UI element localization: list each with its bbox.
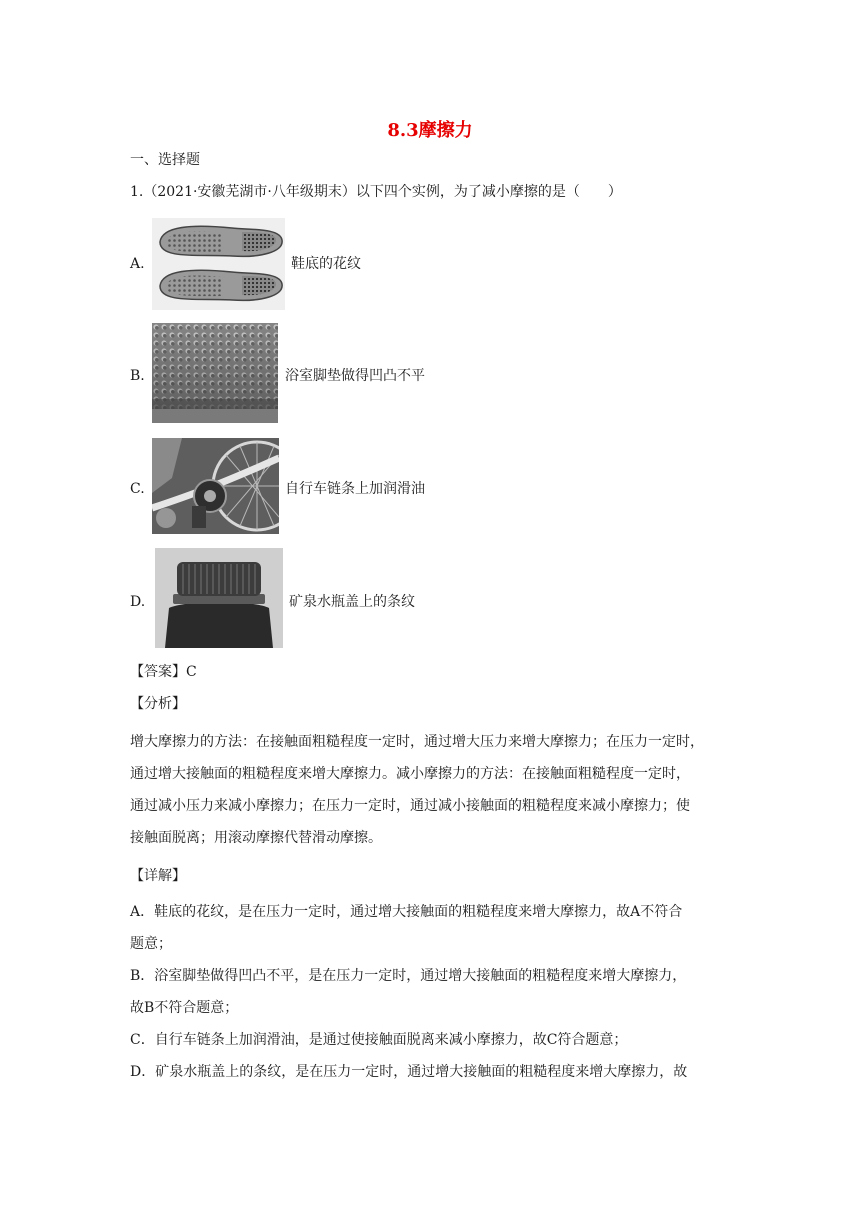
page-title: 8.3摩擦力 <box>387 120 473 141</box>
option-b-text: 浴室脚垫做得凹凸不平 <box>285 368 425 384</box>
analysis-heading: 【分析】 <box>130 696 186 712</box>
analysis-paragraph <box>130 726 730 854</box>
detail-line: C．自行车链条上加润滑油，是通过使接触面脱离来减小摩擦力，故C符合题意； <box>130 1032 628 1048</box>
option-d-text: 矿泉水瓶盖上的条纹 <box>289 594 415 610</box>
bicycle-chain-photo-icon <box>152 438 279 534</box>
option-d-letter: D. <box>130 594 146 610</box>
option-a-text: 鞋底的花纹 <box>291 256 361 272</box>
option-c-letter: C. <box>130 481 145 497</box>
option-b-letter: B. <box>130 368 145 384</box>
option-c-text: 自行车链条上加润滑油 <box>285 481 425 497</box>
detail-line: B．浴室脚垫做得凹凸不平，是在压力一定时，通过增大接触面的粗糙程度来增大摩擦力， <box>130 968 687 984</box>
analysis-line: 接触面脱离；用滚动摩擦代替滑动摩擦。 <box>130 830 382 846</box>
answer-text: 【答案】C <box>130 664 197 680</box>
analysis-line: 增大摩擦力的方法：在接触面粗糙程度一定时，通过增大压力来增大摩擦力；在压力一定时， <box>130 734 704 750</box>
detail-line: D．矿泉水瓶盖上的条纹，是在压力一定时，通过增大接触面的粗糙程度来增大摩擦力，故 <box>130 1064 688 1080</box>
question-text: 1.（2021·安徽芜湖市·八年级期末）以下四个实例，为了减小摩擦的是（ ） <box>130 184 622 200</box>
option-a-letter: A. <box>130 256 145 272</box>
detail-line: 题意； <box>130 936 172 952</box>
analysis-line: 通过减小压力来减小摩擦力；在压力一定时，通过减小接触面的粗糙程度来减小摩擦力；使 <box>130 798 690 814</box>
section-heading: 一、选择题 <box>130 152 200 168</box>
bath-mat-photo-icon <box>152 323 278 423</box>
analysis-line: 通过增大接触面的粗糙程度来增大摩擦力。减小摩擦力的方法：在接触面粗糙程度一定时， <box>130 766 690 782</box>
detail-line: A．鞋底的花纹，是在压力一定时，通过增大接触面的粗糙程度来增大摩擦力，故A不符合 <box>130 904 683 920</box>
shoe-sole-photo-icon <box>152 218 285 310</box>
detail-paragraph <box>130 896 730 1088</box>
bottle-cap-photo-icon <box>155 548 283 648</box>
detail-heading: 【详解】 <box>130 868 186 884</box>
detail-line: 故B不符合题意； <box>130 1000 239 1016</box>
